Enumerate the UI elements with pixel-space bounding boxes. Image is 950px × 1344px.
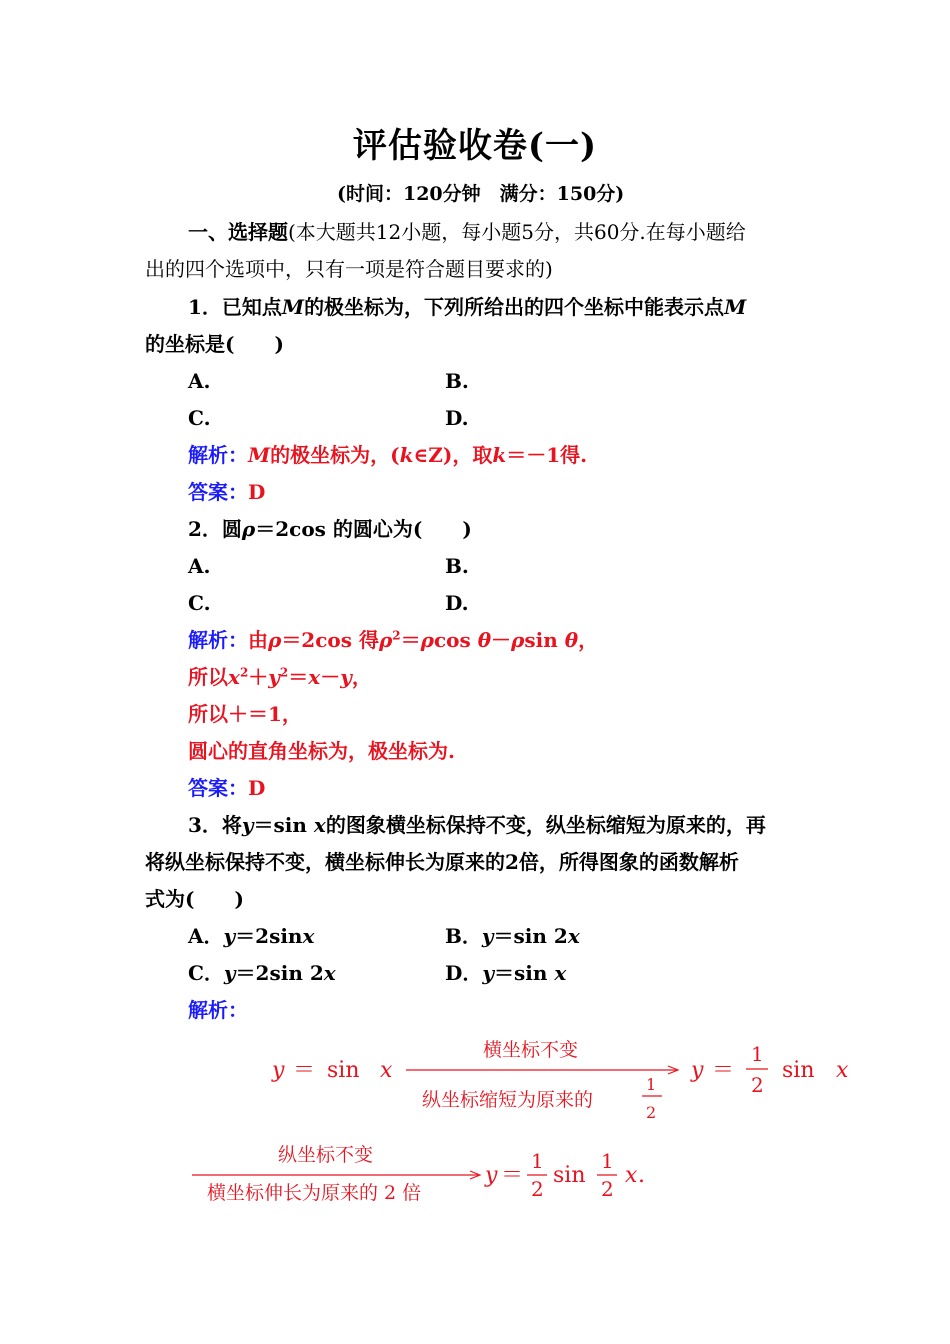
q1-answer-label: 答案： — [188, 480, 248, 504]
step2-x: x — [625, 1163, 638, 1188]
step1-right-eq: ＝ — [712, 1058, 735, 1083]
q3-var-x: x — [313, 813, 326, 837]
q3-stem-line-2: 将纵坐标保持不变，横坐标伸长为原来的2倍，所得图象的函数解析 — [145, 850, 739, 874]
q2-sol1-theta: θ — [477, 628, 492, 652]
step1-left-x: x — [380, 1058, 393, 1083]
q2-solution-line-3: 所以＋＝1， — [188, 702, 302, 726]
section-intro-line-1 — [188, 218, 746, 246]
q2-sol1-text-c: ＝ — [400, 628, 421, 652]
q3-option-a-eq: ＝2sin — [235, 924, 303, 948]
step1-right-sin: sin — [782, 1058, 815, 1083]
step2-num1: 1 — [531, 1149, 544, 1173]
q2-var-rho: ρ — [241, 517, 256, 541]
q2-sol2-x2: x — [308, 665, 321, 689]
q3-stem-line-3: 式为( ) — [145, 887, 244, 911]
exam-info: (时间：120分钟 满分：150分) — [337, 183, 625, 205]
q3-option-a-label: A． — [188, 924, 224, 948]
step1-right-num: 1 — [751, 1042, 764, 1066]
q2-sol1-text-f: sin — [524, 628, 558, 652]
step1-left-y: y — [272, 1058, 285, 1083]
q2-sol2-text-c: ＝ — [288, 665, 309, 689]
transformation-diagram — [0, 1030, 950, 1210]
q1-sol-text-3: ＝－1得. — [506, 443, 588, 467]
q2-sol1-rho2: ρ — [378, 628, 393, 652]
page-title: 评估验收卷(一) — [352, 126, 598, 166]
step1-frac-den: 2 — [646, 1103, 657, 1122]
q2-sol1-text-a: 由 — [248, 628, 268, 652]
q3-option-b-y: y — [481, 924, 494, 948]
q2-solution-line-1 — [188, 626, 598, 654]
q2-sol1-text-d: cos — [433, 628, 471, 652]
q2-sol2-text-a: 所以 — [188, 665, 228, 689]
q3-option-b-eq: ＝sin 2 — [493, 924, 568, 948]
q2-sol2-sup1: 2 — [239, 665, 249, 680]
q3-option-d-y: y — [482, 961, 494, 985]
step2-y: y — [485, 1163, 498, 1188]
q3-option-b-label: B． — [445, 924, 482, 948]
q3-option-a-y: y — [223, 924, 236, 948]
q3-option-c-y: y — [223, 961, 236, 985]
section-heading: 一、选择题 — [188, 220, 288, 244]
q1-option-b: B. — [445, 369, 469, 393]
q3-option-c — [188, 959, 336, 987]
q3-option-c-label: C． — [188, 961, 224, 985]
q2-answer — [188, 774, 265, 802]
q2-sol1-theta2: θ — [564, 628, 579, 652]
q3-option-a-x: x — [302, 924, 315, 948]
q3-option-b — [445, 922, 580, 950]
step1-top-label: 横坐标不变 — [483, 1039, 579, 1061]
step1-frac-num: 1 — [646, 1075, 657, 1094]
q2-sol2-x: x — [228, 665, 240, 689]
q2-option-a: A. — [188, 554, 211, 578]
q2-sol1-rho: ρ — [268, 628, 282, 652]
step2-den1: 2 — [531, 1177, 544, 1201]
q1-number: 1．已知点 — [188, 295, 282, 319]
q3-option-a — [188, 922, 314, 950]
q1-option-d: D. — [445, 406, 469, 430]
q3-stem-mid: ＝sin — [253, 813, 307, 837]
q2-sol2-text-e: ， — [351, 665, 372, 689]
q1-sol-text-2: ∈Z)，取 — [413, 443, 493, 467]
q2-option-c: C. — [188, 591, 211, 615]
q2-sol2-y2: y — [340, 665, 352, 689]
step2-den2: 2 — [601, 1177, 614, 1201]
q3-stem-line-1 — [188, 811, 766, 839]
q1-option-c: C. — [188, 406, 211, 430]
q3-var-y: y — [241, 813, 254, 837]
q1-var-m2: M — [724, 295, 747, 319]
q3-option-d-x: x — [554, 961, 567, 985]
q1-answer-value: D — [248, 480, 266, 504]
step2-dot: . — [638, 1163, 645, 1188]
q2-solution-line-2 — [188, 663, 372, 691]
q1-var-m: M — [281, 295, 305, 319]
q2-sol1-text-g: ， — [578, 628, 599, 652]
q3-number: 3．将 — [188, 813, 242, 837]
section-intro-line-2: 出的四个选项中，只有一项是符合题目要求的) — [145, 257, 553, 281]
q2-stem-text: ＝2cos 的圆心为( ) — [255, 517, 472, 541]
q1-sol-var-m: M — [248, 443, 271, 467]
q2-sol2-text-b: ＋ — [248, 665, 269, 689]
q3-option-c-eq: ＝2sin 2 — [235, 961, 324, 985]
q2-stem — [188, 515, 472, 543]
q3-option-d-label: D． — [445, 961, 483, 985]
q3-option-d-eq: ＝sin — [493, 961, 548, 985]
step1-bottom-label: 纵坐标缩短为原来的 — [422, 1089, 594, 1111]
q1-sol-text-1: 的极坐标为，( — [270, 443, 400, 467]
step1-left-eq: ＝ — [293, 1058, 316, 1083]
q1-solution — [188, 441, 587, 469]
q1-stem-text: 的极坐标为，下列所给出的四个坐标中能表示点 — [304, 295, 725, 319]
q2-sol2-sup2: 2 — [279, 665, 289, 680]
q2-number: 2．圆 — [188, 517, 242, 541]
q2-sol2-text-d: － — [320, 665, 341, 689]
step2-num2: 1 — [601, 1149, 614, 1173]
q1-sol-var-k2: k — [492, 443, 507, 467]
q1-option-a: A. — [188, 369, 211, 393]
q1-stem-line-2: 的坐标是( ) — [145, 332, 284, 356]
q1-solution-label: 解析： — [188, 443, 248, 467]
step1-right-den: 2 — [751, 1073, 764, 1097]
q2-option-d: D. — [445, 591, 469, 615]
q2-option-b: B. — [445, 554, 469, 578]
step1-right-y: y — [691, 1058, 704, 1083]
q2-sol1-text-e: － — [491, 628, 512, 652]
step1-left-sin: sin — [327, 1058, 360, 1083]
q2-sol2-y: y — [268, 665, 280, 689]
q2-sol1-text-b: ＝2cos 得 — [281, 628, 379, 652]
q2-answer-label: 答案： — [188, 776, 248, 800]
q3-solution-label: 解析： — [188, 998, 248, 1022]
q1-sol-var-k: k — [399, 443, 414, 467]
q1-answer — [188, 478, 265, 506]
q2-sol1-rho3: ρ — [420, 628, 434, 652]
q2-solution-line-4: 圆心的直角坐标为，极坐标为. — [188, 739, 455, 763]
step1-right-x: x — [836, 1058, 849, 1083]
step2-sin: sin — [553, 1163, 586, 1188]
q3-option-d — [445, 959, 566, 987]
section-intro-text-1: (本大题共12小题，每小题5分，共60分.在每小题给 — [288, 220, 746, 244]
q2-answer-value: D — [248, 776, 266, 800]
q2-solution-label: 解析： — [188, 628, 248, 652]
q3-option-b-x: x — [567, 924, 580, 948]
q2-sol1-sup: 2 — [392, 628, 401, 643]
q3-option-c-x: x — [323, 961, 336, 985]
q1-stem-line-1 — [188, 293, 746, 321]
step2-top-label: 纵坐标不变 — [278, 1144, 374, 1166]
q2-sol1-rho4: ρ — [511, 628, 525, 652]
step2-eq: ＝ — [501, 1163, 524, 1188]
step2-bottom-label: 横坐标伸长为原来的 2 倍 — [207, 1182, 422, 1204]
q3-stem-rest: 的图象横坐标保持不变，纵坐标缩短为原来的，再 — [325, 813, 766, 837]
